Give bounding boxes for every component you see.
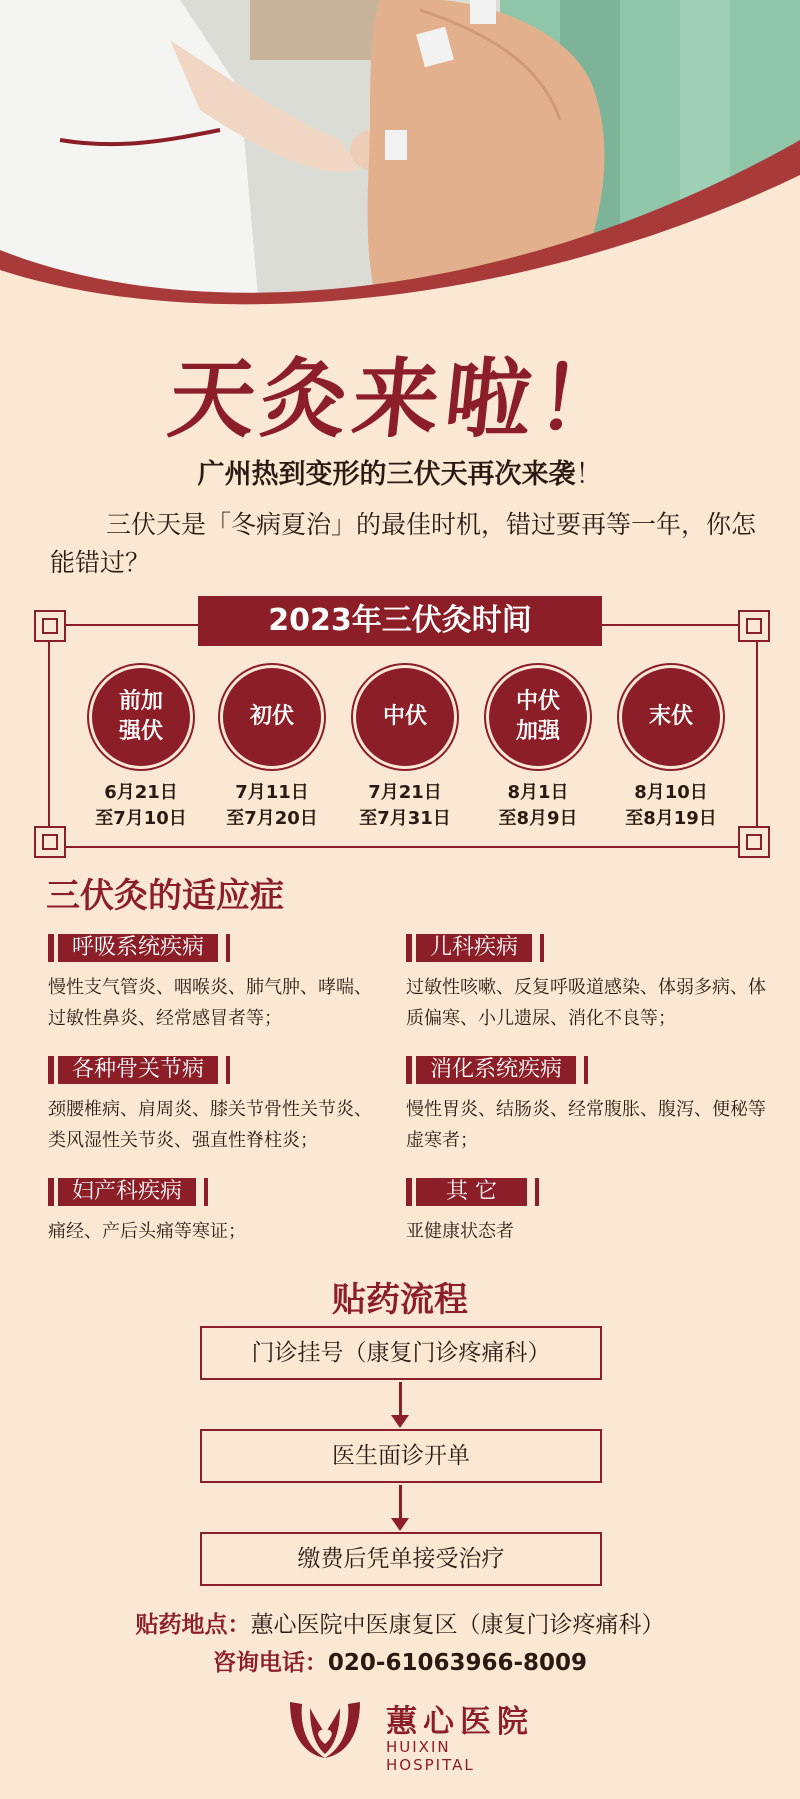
schedule-banner: 2023年三伏灸时间 bbox=[198, 596, 602, 646]
period-badge: 末伏 bbox=[622, 668, 720, 766]
category-tag: 呼吸系统疾病 bbox=[48, 934, 222, 962]
phone-value: 020-61063966-8009 bbox=[327, 1650, 588, 1676]
frame-corner-top-left bbox=[34, 610, 66, 642]
category-gynecology bbox=[48, 1178, 388, 1247]
intro-text: 三伏天是「冬病夏治」的最佳时机，错过要再等一年，你怎能错过？ bbox=[50, 510, 757, 577]
category-tag: 消化系统疾病 bbox=[406, 1056, 580, 1084]
category-tag: 妇产科疾病 bbox=[48, 1178, 200, 1206]
indications-title: 三伏灸的适应症 bbox=[46, 876, 284, 916]
category-tag: 其 它 bbox=[406, 1178, 531, 1206]
flow-arrow-2 bbox=[399, 1485, 402, 1519]
phone-line bbox=[0, 1644, 800, 1677]
category-text: 痛经、产后头痛等寒证； bbox=[48, 1221, 246, 1242]
period-badge: 前加 强伏 bbox=[92, 668, 190, 766]
page-title: 天灸来啦！ bbox=[163, 349, 635, 450]
frame-corner-bottom-left bbox=[34, 826, 66, 858]
flow-title: 贴药流程 bbox=[332, 1280, 468, 1320]
category-pediatrics bbox=[406, 934, 766, 1034]
logo-english: HUIXIN HOSPITAL bbox=[386, 1738, 475, 1774]
period-badge: 中伏 加强 bbox=[489, 668, 587, 766]
period-1 bbox=[76, 668, 206, 832]
period-date: 6月21日 至7月10日 bbox=[95, 782, 187, 829]
frame-corner-bottom-right bbox=[738, 826, 770, 858]
location-line bbox=[0, 1606, 800, 1639]
location-value: 蕙心医院中医康复区（康复门诊疼痛科） bbox=[250, 1612, 665, 1638]
period-4 bbox=[473, 668, 603, 832]
period-date: 7月11日 至7月20日 bbox=[226, 782, 318, 829]
category-text: 慢性支气管炎、咽喉炎、肺气肿、哮喘、过敏性鼻炎、经常感冒者等； bbox=[48, 977, 372, 1029]
category-respiratory bbox=[48, 934, 388, 1034]
category-tag: 儿科疾病 bbox=[406, 934, 536, 962]
category-text: 过敏性咳嗽、反复呼吸道感染、体弱多病、体质偏寒、小儿遗尿、消化不良等； bbox=[406, 977, 766, 1029]
period-date: 8月10日 至8月19日 bbox=[625, 782, 717, 829]
hero-photo bbox=[0, 0, 800, 320]
flow-step-3: 缴费后凭单接受治疗 bbox=[200, 1532, 602, 1586]
category-digestive bbox=[406, 1056, 766, 1156]
hospital-logo bbox=[286, 1694, 546, 1774]
period-3 bbox=[340, 668, 470, 832]
category-text: 慢性胃炎、结肠炎、经常腹胀、腹泻、便秘等虚寒者； bbox=[406, 1099, 766, 1151]
period-date: 8月1日 至8月9日 bbox=[498, 782, 578, 829]
category-other bbox=[406, 1178, 766, 1247]
period-2 bbox=[207, 668, 337, 832]
page-subtitle bbox=[0, 452, 800, 491]
category-text: 颈腰椎病、肩周炎、膝关节骨性关节炎、类风湿性关节炎、强直性脊柱炎； bbox=[48, 1099, 372, 1151]
lotus-icon bbox=[286, 1698, 364, 1762]
category-bone-joint bbox=[48, 1056, 388, 1156]
frame-corner-top-right bbox=[738, 610, 770, 642]
category-tag: 各种骨关节病 bbox=[48, 1056, 222, 1084]
location-label: 贴药地点： bbox=[135, 1612, 251, 1638]
flow-step-2: 医生面诊开单 bbox=[200, 1429, 602, 1483]
period-badge: 初伏 bbox=[223, 668, 321, 766]
period-date: 7月21日 至7月31日 bbox=[359, 782, 451, 829]
subtitle-mark: ！ bbox=[575, 459, 603, 490]
flow-arrow-1 bbox=[399, 1382, 402, 1416]
subtitle-text: 广州热到变形的三伏天再次来袭 bbox=[197, 459, 576, 490]
logo-name: 蕙心医院 bbox=[386, 1704, 534, 1740]
period-badge: 中伏 bbox=[356, 668, 454, 766]
period-5 bbox=[606, 668, 736, 832]
flow-step-1: 门诊挂号（康复门诊疼痛科） bbox=[200, 1326, 602, 1380]
category-text: 亚健康状态者 bbox=[406, 1221, 514, 1242]
phone-label: 咨询电话： bbox=[212, 1650, 328, 1676]
